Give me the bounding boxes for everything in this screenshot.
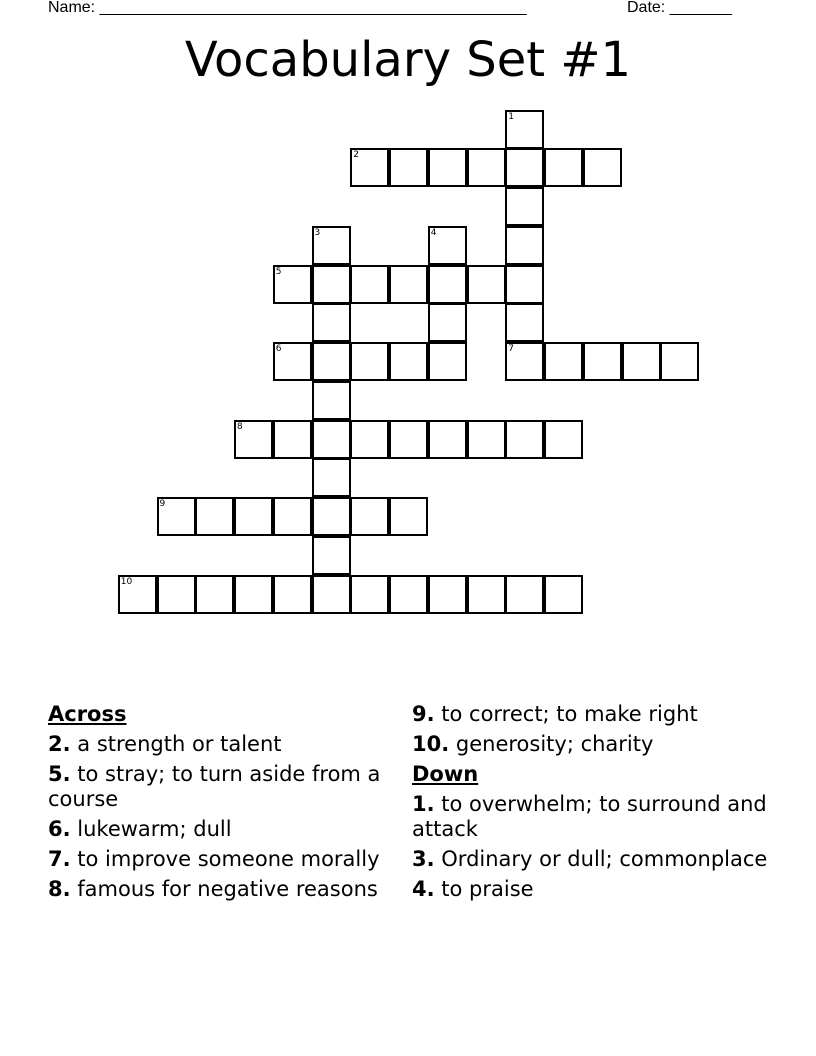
down-clue-3 [412, 847, 772, 872]
crossword-cell[interactable] [505, 265, 544, 304]
crossword-cell[interactable] [195, 575, 234, 614]
clue-text: to stray; to turn aside from a course [48, 762, 381, 811]
clue-number: 10. [412, 732, 450, 756]
clue-number: 7. [48, 847, 71, 871]
crossword-cell[interactable] [312, 226, 351, 265]
date-field[interactable]: Date: _______ [627, 0, 732, 16]
crossword-cell[interactable] [428, 226, 467, 265]
crossword-cell[interactable] [505, 575, 544, 614]
crossword-cell[interactable] [428, 342, 467, 381]
crossword-cell[interactable] [234, 420, 273, 459]
crossword-cell[interactable] [350, 420, 389, 459]
crossword-cell[interactable] [505, 187, 544, 226]
crossword-cell[interactable] [350, 575, 389, 614]
crossword-cell[interactable] [273, 575, 312, 614]
crossword-cell[interactable] [583, 342, 622, 381]
page-title: Vocabulary Set #1 [184, 32, 632, 88]
crossword-cell[interactable] [389, 420, 428, 459]
cell-number: 7 [508, 344, 514, 354]
cell-number: 6 [275, 344, 282, 354]
crossword-cell[interactable] [350, 497, 389, 536]
clue-number: 3. [412, 847, 435, 871]
crossword-cell[interactable] [273, 342, 312, 381]
across-clue-2 [48, 732, 388, 757]
crossword-cell[interactable] [312, 458, 351, 497]
crossword-cell[interactable] [583, 148, 622, 187]
across-clue-6 [48, 817, 388, 842]
clue-number: 8. [48, 877, 71, 901]
crossword-cell[interactable] [312, 381, 351, 420]
crossword-cell[interactable] [467, 420, 506, 459]
cell-number: 2 [353, 150, 359, 161]
crossword-cell[interactable] [467, 575, 506, 614]
down-clue-1 [412, 792, 772, 842]
crossword-cell[interactable] [428, 265, 467, 304]
crossword-cell[interactable] [428, 148, 467, 187]
crossword-cell[interactable] [312, 536, 351, 575]
crossword-cell[interactable] [312, 575, 351, 614]
down-heading: Down [412, 762, 479, 786]
clue-number: 4. [412, 877, 435, 901]
crossword-cell[interactable] [350, 148, 389, 187]
crossword-cell[interactable] [544, 148, 583, 187]
clues-column-right [412, 702, 772, 907]
down-clue-4 [412, 877, 772, 902]
crossword-cell[interactable] [505, 148, 544, 187]
crossword-cell[interactable] [195, 497, 234, 536]
crossword-cell[interactable] [389, 342, 428, 381]
clue-text: to praise [434, 877, 534, 901]
clue-text: a strength or talent [70, 732, 282, 756]
across-heading: Across [48, 702, 127, 726]
crossword-cell[interactable] [660, 342, 699, 381]
crossword-cell[interactable] [544, 342, 583, 381]
crossword-cell[interactable] [273, 497, 312, 536]
crossword-cell[interactable] [234, 575, 273, 614]
clue-text: to overwhelm; to surround and attack [412, 792, 767, 841]
clue-text: to improve someone morally [70, 847, 380, 871]
name-field[interactable]: Name: ________________________________________________ [48, 0, 527, 16]
crossword-cell[interactable] [312, 265, 351, 304]
cell-number: 3 [314, 227, 321, 238]
crossword-cell[interactable] [389, 265, 428, 304]
crossword-cell[interactable] [622, 342, 661, 381]
crossword-cell[interactable] [312, 303, 351, 342]
clue-text: generosity; charity [449, 732, 654, 756]
clue-number: 6. [48, 817, 71, 841]
clue-number: 1. [412, 792, 435, 816]
cell-number: 5 [275, 266, 282, 277]
crossword-cell[interactable] [157, 575, 196, 614]
crossword-cell[interactable] [505, 303, 544, 342]
clue-text: lukewarm; dull [70, 817, 232, 841]
across-clue-10 [412, 732, 772, 757]
crossword-cell[interactable] [505, 420, 544, 459]
clue-number: 9. [412, 702, 435, 726]
crossword-cell[interactable] [312, 420, 351, 459]
clue-text: famous for negative reasons [70, 877, 378, 901]
crossword-cell[interactable] [389, 497, 428, 536]
clue-number: 5. [48, 762, 71, 786]
crossword-cell[interactable] [467, 265, 506, 304]
cell-number: 1 [508, 111, 514, 122]
crossword-cell[interactable] [234, 497, 273, 536]
cell-number: 4 [430, 227, 437, 238]
crossword-cell[interactable] [389, 575, 428, 614]
clue-text: to correct; to make right [434, 702, 698, 726]
crossword-cell[interactable] [312, 497, 351, 536]
crossword-cell[interactable] [428, 303, 467, 342]
clues-column-left [48, 702, 388, 907]
across-clue-9 [412, 702, 772, 727]
crossword-cell[interactable] [505, 110, 544, 149]
across-clue-8 [48, 877, 388, 902]
clue-text: Ordinary or dull; commonplace [434, 847, 768, 871]
crossword-cell[interactable] [350, 265, 389, 304]
crossword-cell[interactable] [544, 575, 583, 614]
cell-number: 9 [159, 499, 166, 509]
crossword-cell[interactable] [505, 226, 544, 265]
crossword-cell[interactable] [389, 148, 428, 187]
crossword-cell[interactable] [428, 420, 467, 459]
crossword-cell[interactable] [312, 342, 351, 381]
clue-number: 2. [48, 732, 71, 756]
crossword-cell[interactable] [118, 575, 157, 614]
across-clue-5 [48, 762, 388, 812]
crossword-cell[interactable] [467, 148, 506, 187]
cell-number: 8 [237, 421, 243, 432]
crossword-cell[interactable] [428, 575, 467, 614]
across-clue-7 [48, 847, 388, 872]
crossword-cell[interactable] [350, 342, 389, 381]
crossword-cell[interactable] [273, 420, 312, 459]
cell-number: 10 [120, 576, 133, 587]
crossword-cell[interactable] [544, 420, 583, 459]
crossword-cell[interactable] [273, 265, 312, 304]
crossword-cell[interactable] [505, 342, 544, 381]
crossword-cell[interactable] [157, 497, 196, 536]
